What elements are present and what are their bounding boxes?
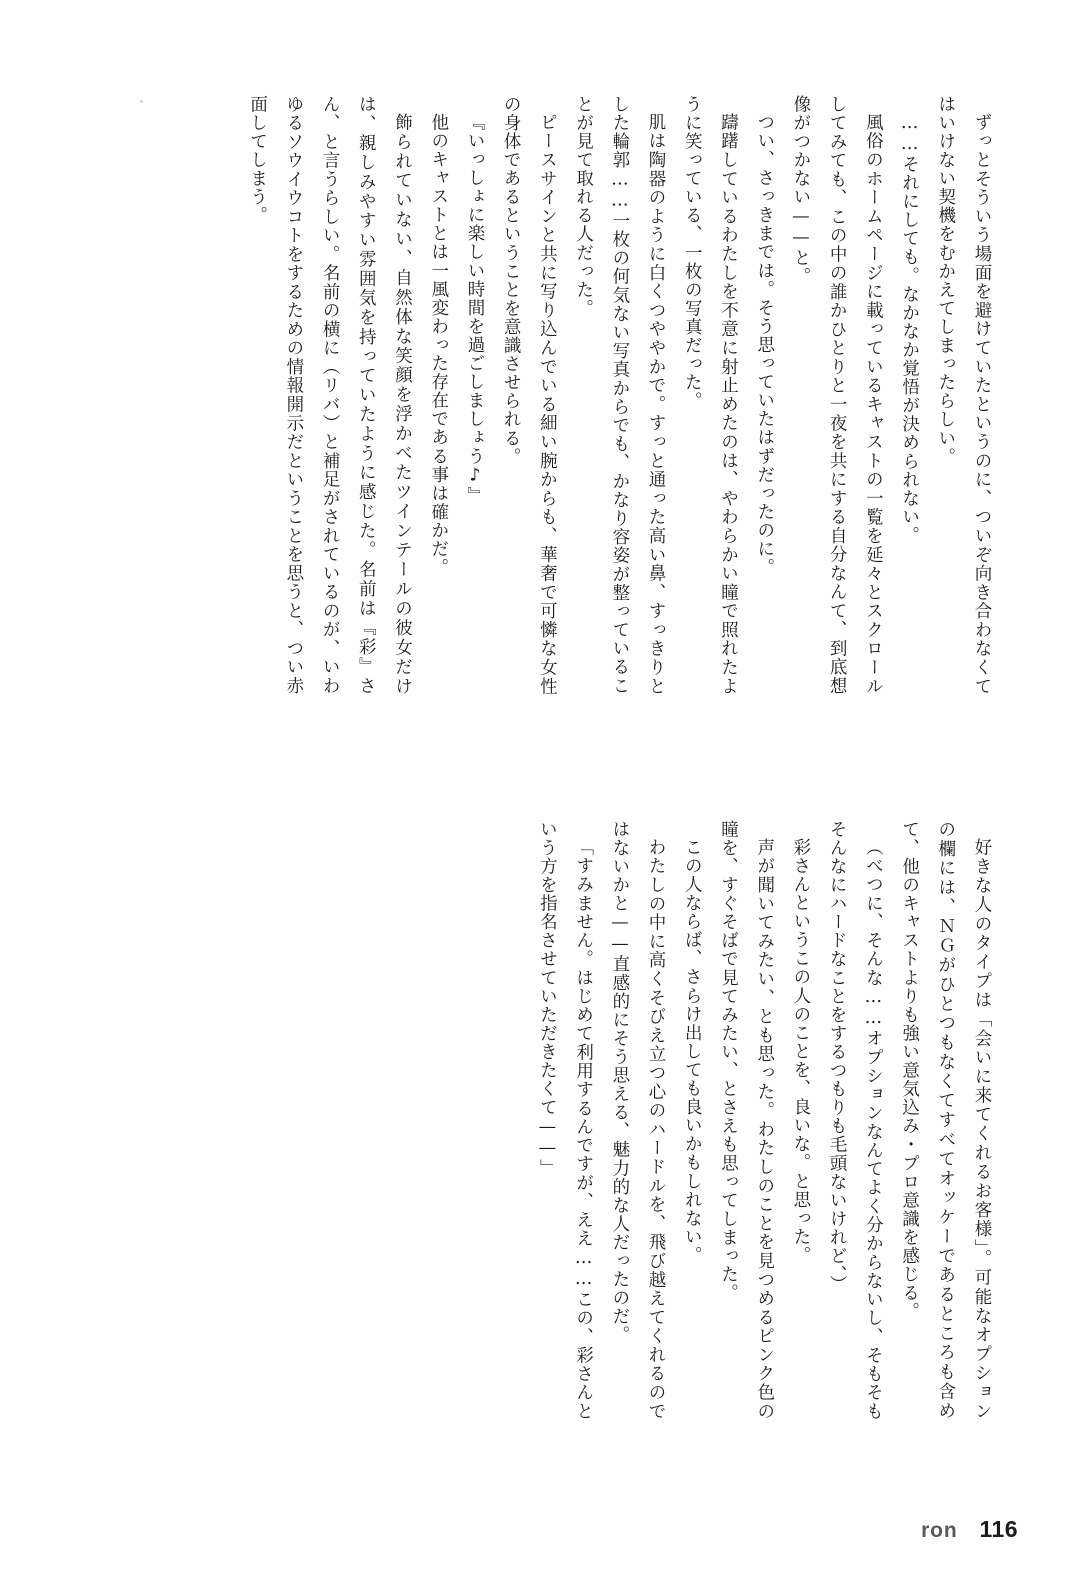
- paragraph: 躊躇しているわたしを不意に射止めたのは、やわらかい瞳で照れたように笑っている、一枚の写真だった。: [682, 95, 739, 695]
- paragraph: 飾られていない、自然体な笑顔を浮かべたツインテールの彼女だけは、親しみやすい雰囲気を持っていたように感じた。名前は『彩』さん、と言うらしい。名前の横に（リバ）と補足がされているのが、いわゆるソウイウコトをするための情報開示だということを思うと、つい赤面してしまう。: [247, 95, 413, 695]
- paragraph: つい、さっきまでは。そう思っていたはずだったのに。: [754, 112, 775, 577]
- paragraph: ずっとそういう場面を避けていたというのに、ついぞ向き合わなくてはいけない契機をむかえてしまったらしい。: [935, 95, 992, 695]
- page-edge-mark: [140, 100, 143, 103]
- paragraph: 他のキャストとは一風変わった存在である事は確かだ。: [428, 112, 449, 577]
- paragraph: （べつに、そんな……オプションなんてよく分からないし、そもそもそんなにハードなことをするつもりも毛頭ないけれど、）: [827, 820, 884, 1420]
- paragraph: 風俗のホームページに載っているキャストの一覧を延々とスクロールしてみても、この中の誰かひとりと一夜を共にする自分なんて、到底想像がつかない——と。: [790, 95, 884, 695]
- footer-mark: ron: [921, 1519, 958, 1542]
- text-block-upper: [180, 95, 1000, 695]
- text-block-lower: [200, 820, 1000, 1420]
- paragraph-quote: 『いっしょに楽しい時間を過ごしましょう♪』: [464, 112, 485, 505]
- paragraph: 声が聞いてみたい、とも思った。わたしのことを見つめるピンク色の瞳を、すぐそばで見てみたい、とさえも思ってしまった。: [718, 820, 775, 1420]
- paragraph-dialogue: 「すみません。はじめて利用するんですが、ええ……この、彩さんという方を指名させていただきたくて——」: [537, 820, 594, 1420]
- paragraph: 彩さんというこの人のことを、良いな。と思った。: [790, 837, 811, 1265]
- page-number: 116: [979, 1516, 1018, 1542]
- paragraph: ……それにしても。なかなか覚悟が決められない。: [899, 112, 920, 545]
- paragraph: わたしの中に高くそびえ立つ心のハードルを、飛び越えてくれるのではないかと——直感的にそう思える、魅力的な人だったのだ。: [609, 820, 667, 1420]
- paragraph: 好きな人のタイプは「会いに来てくれるお客様」。可能なオプションの欄には、ＮＧがひとつもなくてすべてオッケーであるところも含めて、他のキャストよりも強い意気込み・プロ意識を感じる。: [899, 820, 992, 1420]
- paragraph: ピースサインと共に写り込んでいる細い腕からも、華奢で可憐な女性の身体であるということを意識させられる。: [501, 95, 558, 695]
- paragraph: 肌は陶器のように白くつややかで。すっと通った高い鼻、すっきりとした輪郭……一枚の何気ない写真からでも、かなり容姿が整っていることが見て取れる人だった。: [573, 95, 667, 695]
- paragraph: この人ならば、さらけ出しても良いかもしれない。: [682, 837, 703, 1265]
- page-footer: [921, 1516, 1018, 1543]
